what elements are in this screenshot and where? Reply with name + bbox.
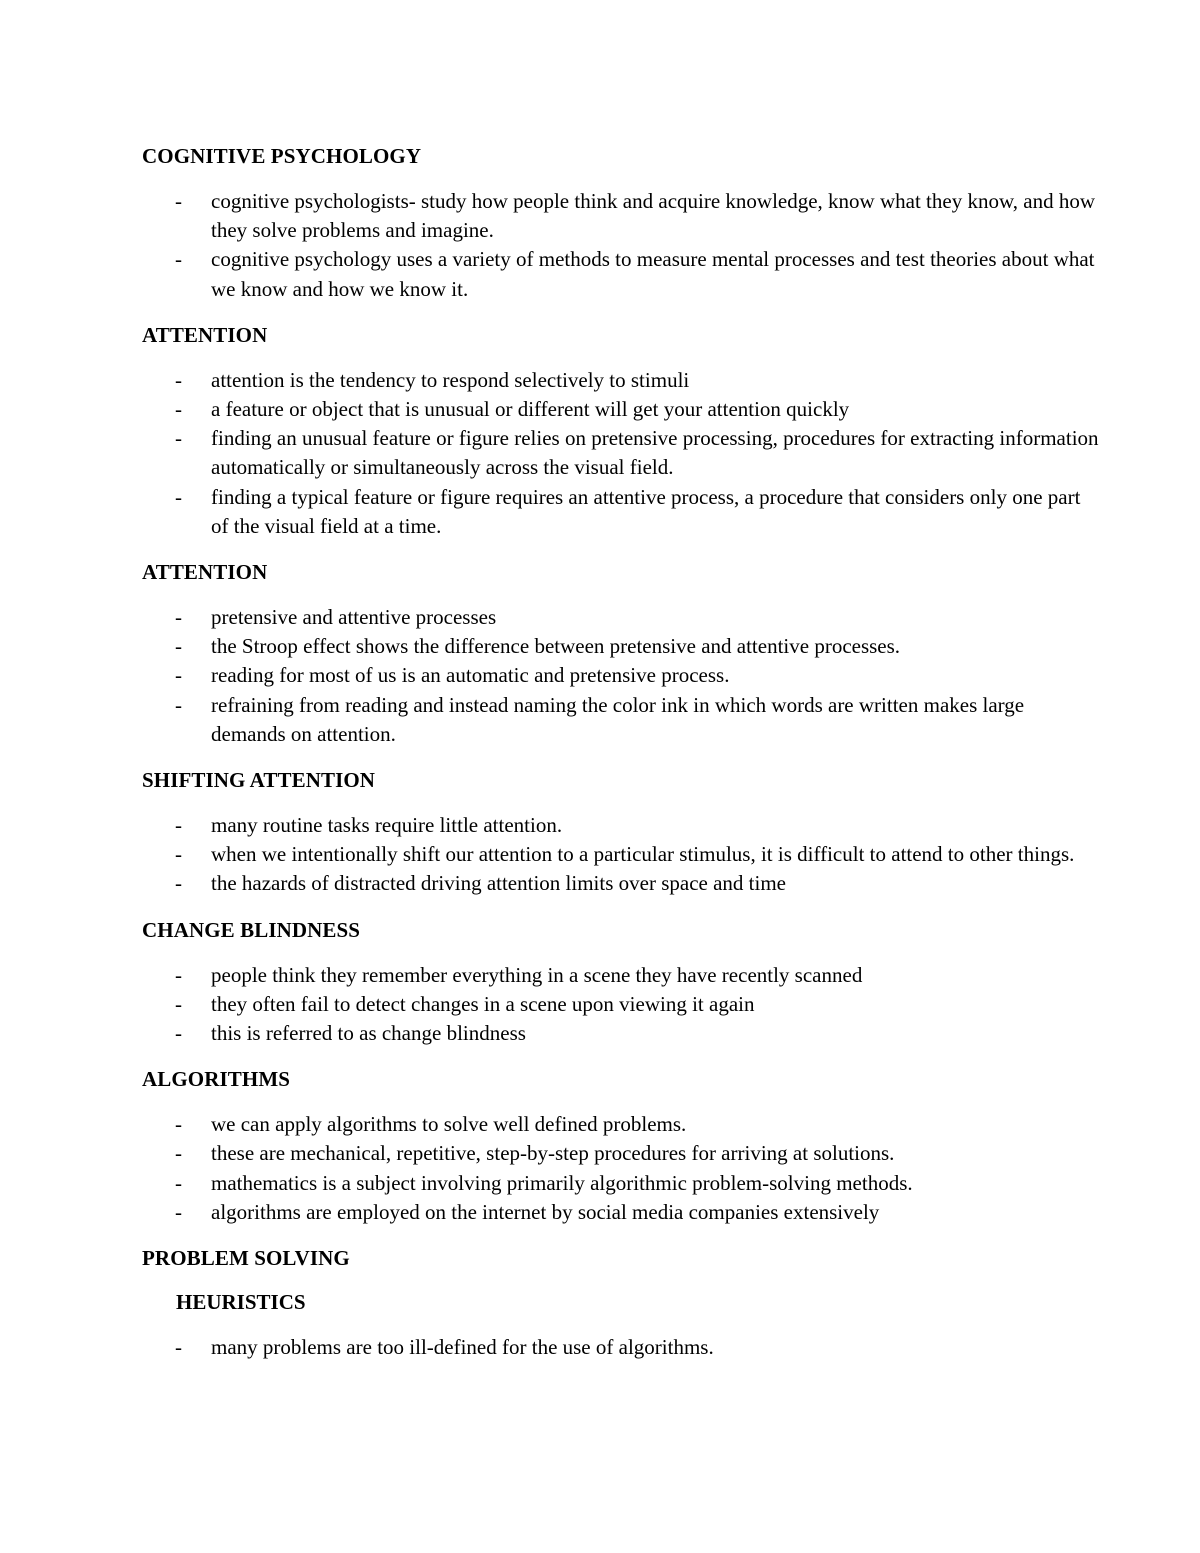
list-item-text: many routine tasks require little attention. [211, 813, 563, 838]
list-item [142, 1019, 1100, 1048]
list-item-text: many problems are too ill-defined for the use of algorithms. [211, 1335, 714, 1360]
list-item [142, 603, 1100, 632]
bullet-dash: - [175, 663, 182, 688]
section-attention-1 [142, 320, 1100, 541]
section-subheading: HEURISTICS [176, 1290, 306, 1315]
bullet-dash: - [175, 1199, 182, 1224]
section-heading: ATTENTION [142, 322, 268, 347]
bullet-dash: - [175, 991, 182, 1016]
section-heading: ATTENTION [142, 560, 268, 585]
list-item [142, 395, 1100, 424]
bullet-dash: - [175, 605, 182, 630]
bullet-dash: - [175, 1335, 182, 1360]
list-item [142, 632, 1100, 661]
section-algorithms [142, 1064, 1100, 1227]
section-heading: SHIFTING ATTENTION [142, 768, 376, 793]
list-item-text: this is referred to as change blindness [211, 1021, 526, 1046]
bullet-list [142, 187, 1100, 304]
section-heading: PROBLEM SOLVING [142, 1246, 350, 1271]
list-item [142, 840, 1100, 869]
list-item-text: we can apply algorithms to solve well defined problems. [211, 1112, 687, 1137]
list-item [142, 1169, 1100, 1198]
bullet-list [142, 1333, 1100, 1362]
bullet-dash: - [175, 842, 182, 867]
list-item [142, 366, 1100, 395]
bullet-list [142, 961, 1100, 1049]
section-heading: CHANGE BLINDNESS [142, 917, 361, 942]
list-item [142, 869, 1100, 898]
list-item [142, 245, 1100, 303]
bullet-dash: - [175, 484, 182, 509]
bullet-dash: - [175, 692, 182, 717]
list-item-text: finding an unusual feature or figure relies on pretensive processing, procedures for extracting information automatically or simultaneously across the visual field. [211, 426, 1099, 480]
list-item-text: pretensive and attentive processes [211, 605, 497, 630]
list-item-text: attention is the tendency to respond selectively to stimuli [211, 367, 690, 392]
bullet-dash: - [175, 247, 182, 272]
list-item-text: the hazards of distracted driving attention limits over space and time [211, 871, 786, 896]
bullet-dash: - [175, 962, 182, 987]
list-item [142, 187, 1100, 245]
bullet-dash: - [175, 189, 182, 213]
bullet-list [142, 811, 1100, 899]
list-item [142, 483, 1100, 541]
list-item [142, 424, 1100, 482]
bullet-dash: - [175, 397, 182, 422]
list-item [142, 961, 1100, 990]
bullet-dash: - [175, 871, 182, 896]
list-item-text: mathematics is a subject involving primarily algorithmic problem-solving methods. [211, 1170, 913, 1195]
section-problem-solving [142, 1243, 1100, 1362]
list-item [142, 1333, 1100, 1362]
bullet-dash: - [175, 426, 182, 451]
bullet-dash: - [175, 1112, 182, 1137]
bullet-list [142, 366, 1100, 541]
list-item [142, 1110, 1100, 1139]
list-item-text: when we intentionally shift our attention to a particular stimulus, it is difficult to attend to other things. [211, 842, 1075, 867]
list-item [142, 661, 1100, 690]
list-item-text: people think they remember everything in a scene they have recently scanned [211, 962, 863, 987]
list-item-text: they often fail to detect changes in a scene upon viewing it again [211, 991, 755, 1016]
bullet-dash: - [175, 367, 182, 392]
section-attention-2 [142, 557, 1100, 749]
bullet-dash: - [175, 634, 182, 659]
list-item [142, 811, 1100, 840]
bullet-dash: - [175, 1170, 182, 1195]
section-heading: ALGORITHMS [142, 1067, 291, 1092]
list-item-text: cognitive psychologists- study how people think and acquire knowledge, know what they know, and how they solve problems and imagine. [211, 189, 1095, 243]
section-change-blindness [142, 915, 1100, 1049]
list-item-text: reading for most of us is an automatic and pretensive process. [211, 663, 730, 688]
list-item-text: these are mechanical, repetitive, step-by-step procedures for arriving at solutions. [211, 1141, 895, 1166]
list-item [142, 1139, 1100, 1168]
list-item-text: a feature or object that is unusual or different will get your attention quickly [211, 397, 850, 422]
bullet-dash: - [175, 1141, 182, 1166]
list-item [142, 1198, 1100, 1227]
section-heading: COGNITIVE PSYCHOLOGY [142, 144, 422, 168]
list-item-text: finding a typical feature or figure requires an attentive process, a procedure that considers only one part of the visual field at a time. [211, 484, 1081, 538]
list-item-text: algorithms are employed on the internet by social media companies extensively [211, 1199, 880, 1224]
list-item [142, 691, 1100, 749]
list-item [142, 990, 1100, 1019]
bullet-dash: - [175, 1021, 182, 1046]
section-cognitive-psychology [142, 141, 1100, 304]
bullet-dash: - [175, 813, 182, 838]
section-shifting-attention [142, 765, 1100, 899]
list-item-text: the Stroop effect shows the difference between pretensive and attentive processes. [211, 634, 901, 659]
list-item-text: refraining from reading and instead naming the color ink in which words are written makes large demands on attention. [211, 692, 1025, 746]
list-item-text: cognitive psychology uses a variety of methods to measure mental processes and test theories about what we know and how we know it. [211, 247, 1095, 301]
bullet-list [142, 1110, 1100, 1227]
bullet-list [142, 603, 1100, 749]
